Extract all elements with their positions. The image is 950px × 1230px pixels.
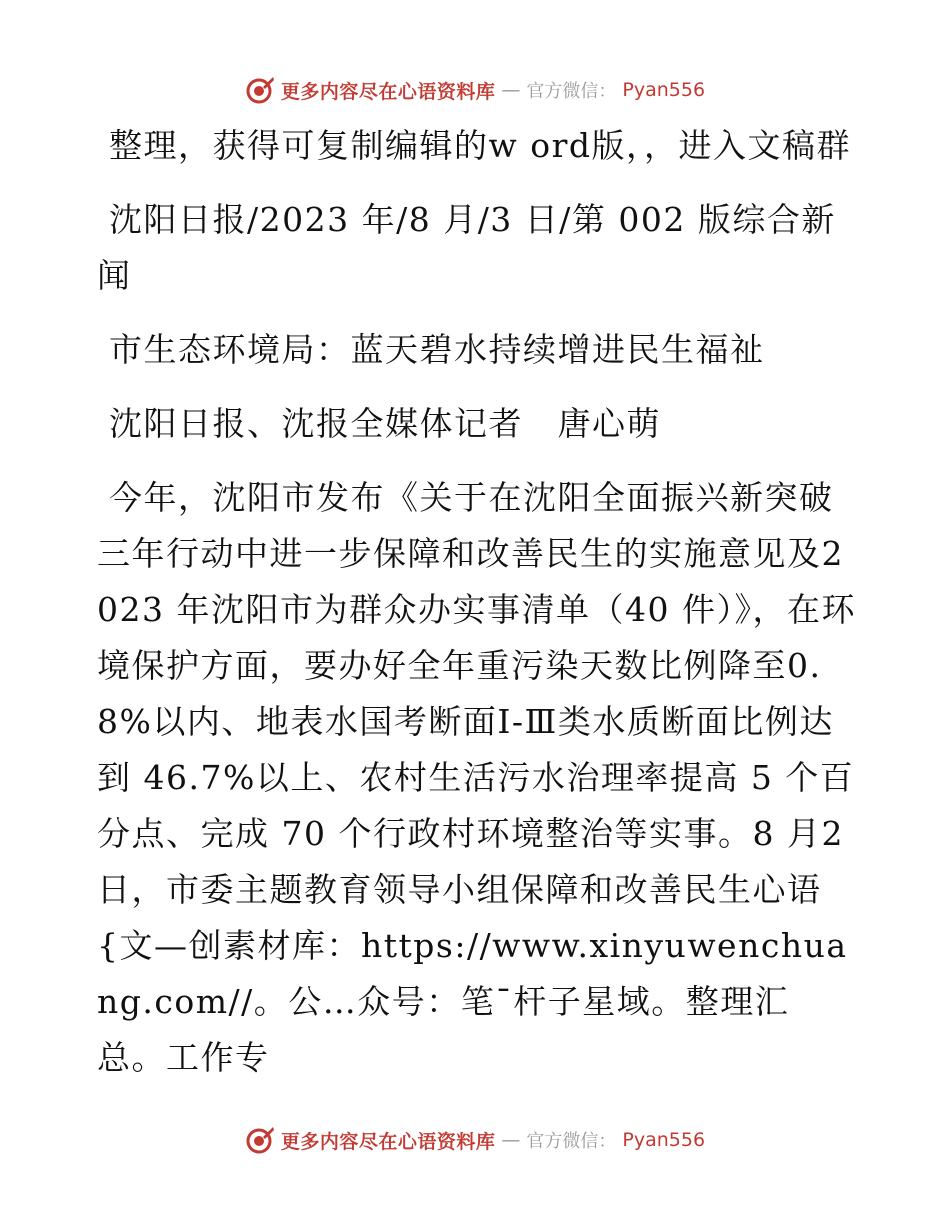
paragraph-source: 沈阳日报/2023 年/8 月/3 日/第 002 版综合新闻 bbox=[97, 200, 836, 295]
paragraph-body: 今年，沈阳市发布《关于在沈阳全面振兴新突破三年行动中进一步保障和改善民生的实施意见及2023 年沈阳市为群众办实事清单（40 件）》，在环境保护方面，要办好全年重污染天数比例降至0.8%以内、地表水国考断面Ⅰ-Ⅲ类水质断面比例达到 46.7%以上、农村生活污水治理率提高 5 个百分点、完成 70 个行政村环境整治等实事。8 月2 日，市委主题教育领导小组保障和改善民生心语{文—创素材库：https://www.xinyuwenchuang.com//。公…众号：笔¯杆子星域。整理汇总。工作专 bbox=[97, 478, 856, 1077]
footer-wechat-account: Pyan556 bbox=[622, 1129, 706, 1151]
footer-dash: — bbox=[501, 1129, 521, 1151]
header-slogan: 更多内容尽在心语资料库 bbox=[280, 80, 496, 103]
header-wechat-label: 官方微信： bbox=[526, 81, 617, 102]
brush-seal-icon bbox=[245, 1125, 275, 1155]
document-body bbox=[97, 118, 857, 1086]
article-byline: 沈阳日报、沈报全媒体记者 唐心萌 bbox=[109, 404, 661, 443]
header-wechat-account: Pyan556 bbox=[622, 79, 706, 101]
footer-slogan: 更多内容尽在心语资料库 bbox=[280, 1130, 496, 1153]
article-title: 市生态环境局：蓝天碧水持续增进民生福祉 bbox=[109, 330, 765, 369]
footer-banner bbox=[0, 1120, 950, 1160]
brush-seal-icon bbox=[245, 75, 275, 105]
paragraph-intro: 整理，获得可复制编辑的w ord版，，进入文稿群 bbox=[109, 126, 852, 165]
footer-wechat-label: 官方微信： bbox=[526, 1131, 617, 1152]
header-dash: — bbox=[501, 79, 521, 101]
header-banner bbox=[0, 70, 950, 110]
